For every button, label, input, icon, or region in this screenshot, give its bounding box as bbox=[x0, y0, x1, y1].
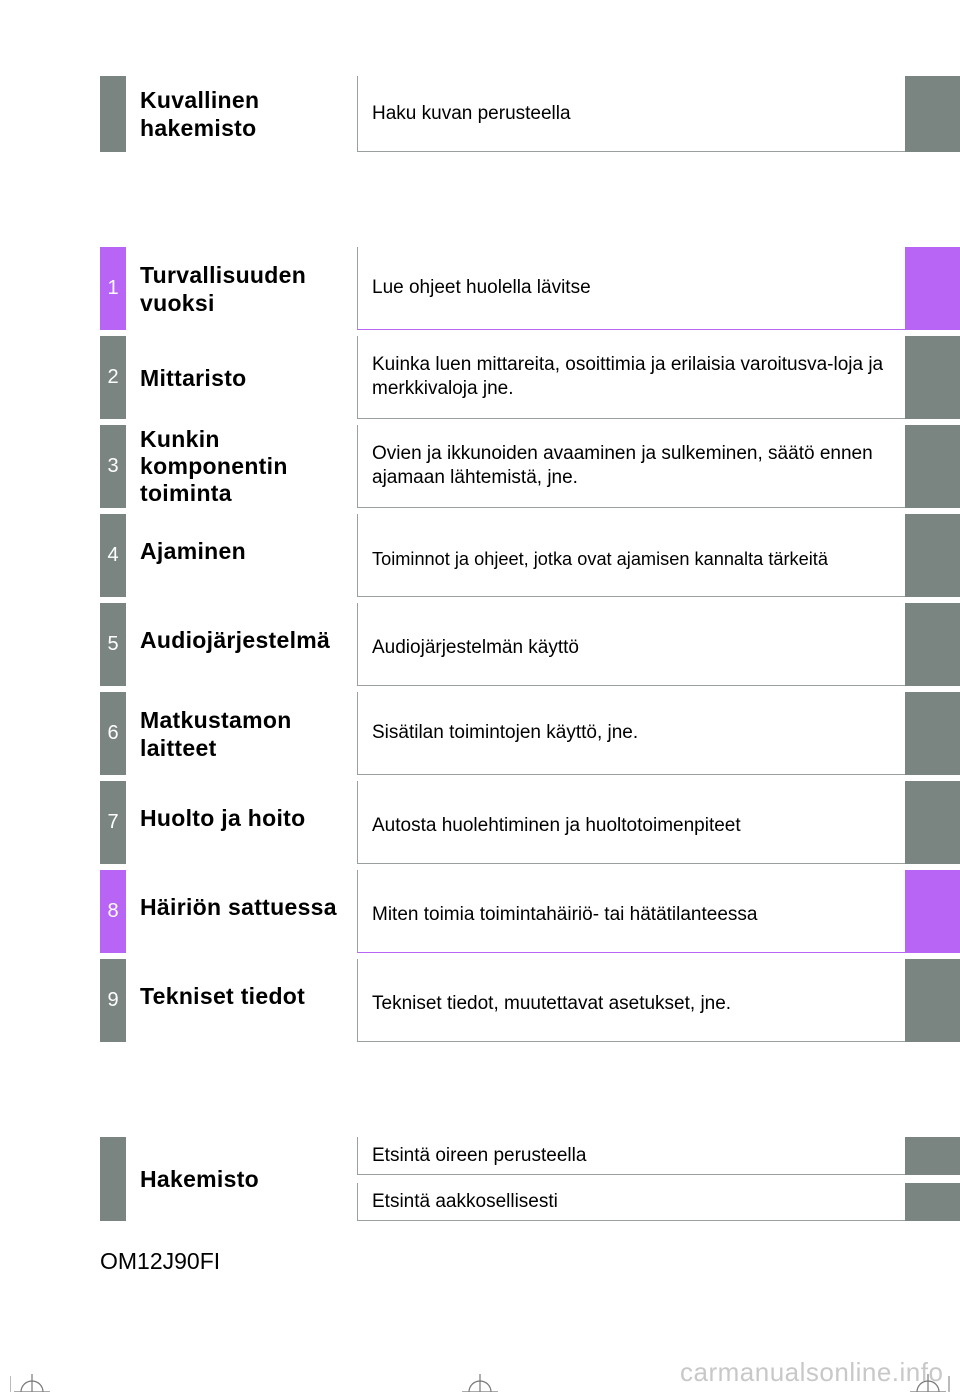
chapter-title: Häiriön sattuessa bbox=[140, 894, 337, 920]
chapter-description: Miten toimia toimintahäiriö- tai hätätilanteessa bbox=[357, 870, 905, 953]
chapter-title: Matkustamon laitteet bbox=[140, 706, 292, 761]
index-item-symptom[interactable]: Etsintä oireen perusteella bbox=[357, 1137, 905, 1175]
chapter-title: Huolto ja hoito bbox=[140, 805, 306, 831]
crop-mark-left-icon bbox=[10, 1372, 54, 1392]
chapter-number: 2 bbox=[100, 336, 126, 419]
chapter-row-1[interactable] bbox=[0, 247, 960, 330]
section-tab-marker bbox=[100, 76, 126, 152]
edge-tab[interactable] bbox=[905, 425, 960, 508]
section-tab-marker bbox=[100, 1137, 126, 1221]
crop-mark-center-icon bbox=[458, 1372, 502, 1392]
edge-tab[interactable] bbox=[905, 781, 960, 864]
chapter-title: Mittaristo bbox=[140, 364, 247, 391]
chapter-number: 7 bbox=[100, 781, 126, 864]
chapter-description: Kuinka luen mittareita, osoittimia ja erilaisia varoitusva-loja ja merkkivaloja jne. bbox=[357, 336, 905, 419]
edge-tab[interactable] bbox=[905, 1183, 960, 1221]
chapter-row-8[interactable] bbox=[0, 870, 960, 953]
chapter-number: 1 bbox=[100, 247, 126, 330]
watermark: carmanualsonline.info bbox=[680, 1357, 944, 1387]
chapter-title: Ajaminen bbox=[140, 538, 246, 564]
chapter-title: Audiojärjestelmä bbox=[140, 627, 331, 653]
edge-tab[interactable] bbox=[905, 1137, 960, 1175]
chapter-row-4[interactable] bbox=[0, 514, 960, 597]
chapter-description: Lue ohjeet huolella lävitse bbox=[357, 247, 905, 330]
chapter-number: 4 bbox=[100, 514, 126, 597]
chapter-row-7[interactable] bbox=[0, 781, 960, 864]
section-title: Kuvallinen hakemisto bbox=[140, 87, 260, 141]
chapter-number: 5 bbox=[100, 603, 126, 686]
chapter-description: Sisätilan toimintojen käyttö, jne. bbox=[357, 692, 905, 775]
chapter-row-6[interactable] bbox=[0, 692, 960, 775]
chapter-number: 8 bbox=[100, 870, 126, 953]
chapter-row-3[interactable] bbox=[0, 425, 960, 508]
edge-tab[interactable] bbox=[905, 336, 960, 419]
chapter-number: 6 bbox=[100, 692, 126, 775]
document-code: OM12J90FI bbox=[100, 1248, 221, 1274]
chapter-description: Ovien ja ikkunoiden avaaminen ja sulkeminen, säätö ennen ajamaan lähtemistä, jne. bbox=[357, 425, 905, 508]
section-title: Hakemisto bbox=[140, 1166, 260, 1192]
chapter-description: Tekniset tiedot, muutettavat asetukset, jne. bbox=[357, 959, 905, 1042]
chapter-title: Tekniset tiedot bbox=[140, 983, 306, 1009]
pictorial-index-row[interactable] bbox=[0, 76, 960, 152]
edge-tab[interactable] bbox=[905, 247, 960, 330]
edge-tab[interactable] bbox=[905, 870, 960, 953]
section-description: Haku kuvan perusteella bbox=[357, 76, 905, 152]
chapter-number: 9 bbox=[100, 959, 126, 1042]
edge-tab[interactable] bbox=[905, 603, 960, 686]
chapter-title: Turvallisuuden vuoksi bbox=[140, 261, 307, 316]
edge-tab[interactable] bbox=[905, 959, 960, 1042]
chapter-description: Autosta huolehtiminen ja huoltotoimenpiteet bbox=[357, 781, 905, 864]
chapter-row-5[interactable] bbox=[0, 603, 960, 686]
chapter-description: Toiminnot ja ohjeet, jotka ovat ajamisen kannalta tärkeitä bbox=[357, 514, 905, 597]
chapter-description: Audiojärjestelmän käyttö bbox=[357, 603, 905, 686]
chapter-row-2[interactable] bbox=[0, 336, 960, 419]
index-item-alphabetical[interactable]: Etsintä aakkosellisesti bbox=[357, 1183, 905, 1221]
chapter-row-9[interactable] bbox=[0, 959, 960, 1042]
chapter-number: 3 bbox=[100, 425, 126, 508]
edge-tab[interactable] bbox=[905, 514, 960, 597]
chapter-title: Kunkin komponentin toiminta bbox=[140, 426, 288, 506]
edge-tab[interactable] bbox=[905, 76, 960, 152]
edge-tab[interactable] bbox=[905, 692, 960, 775]
